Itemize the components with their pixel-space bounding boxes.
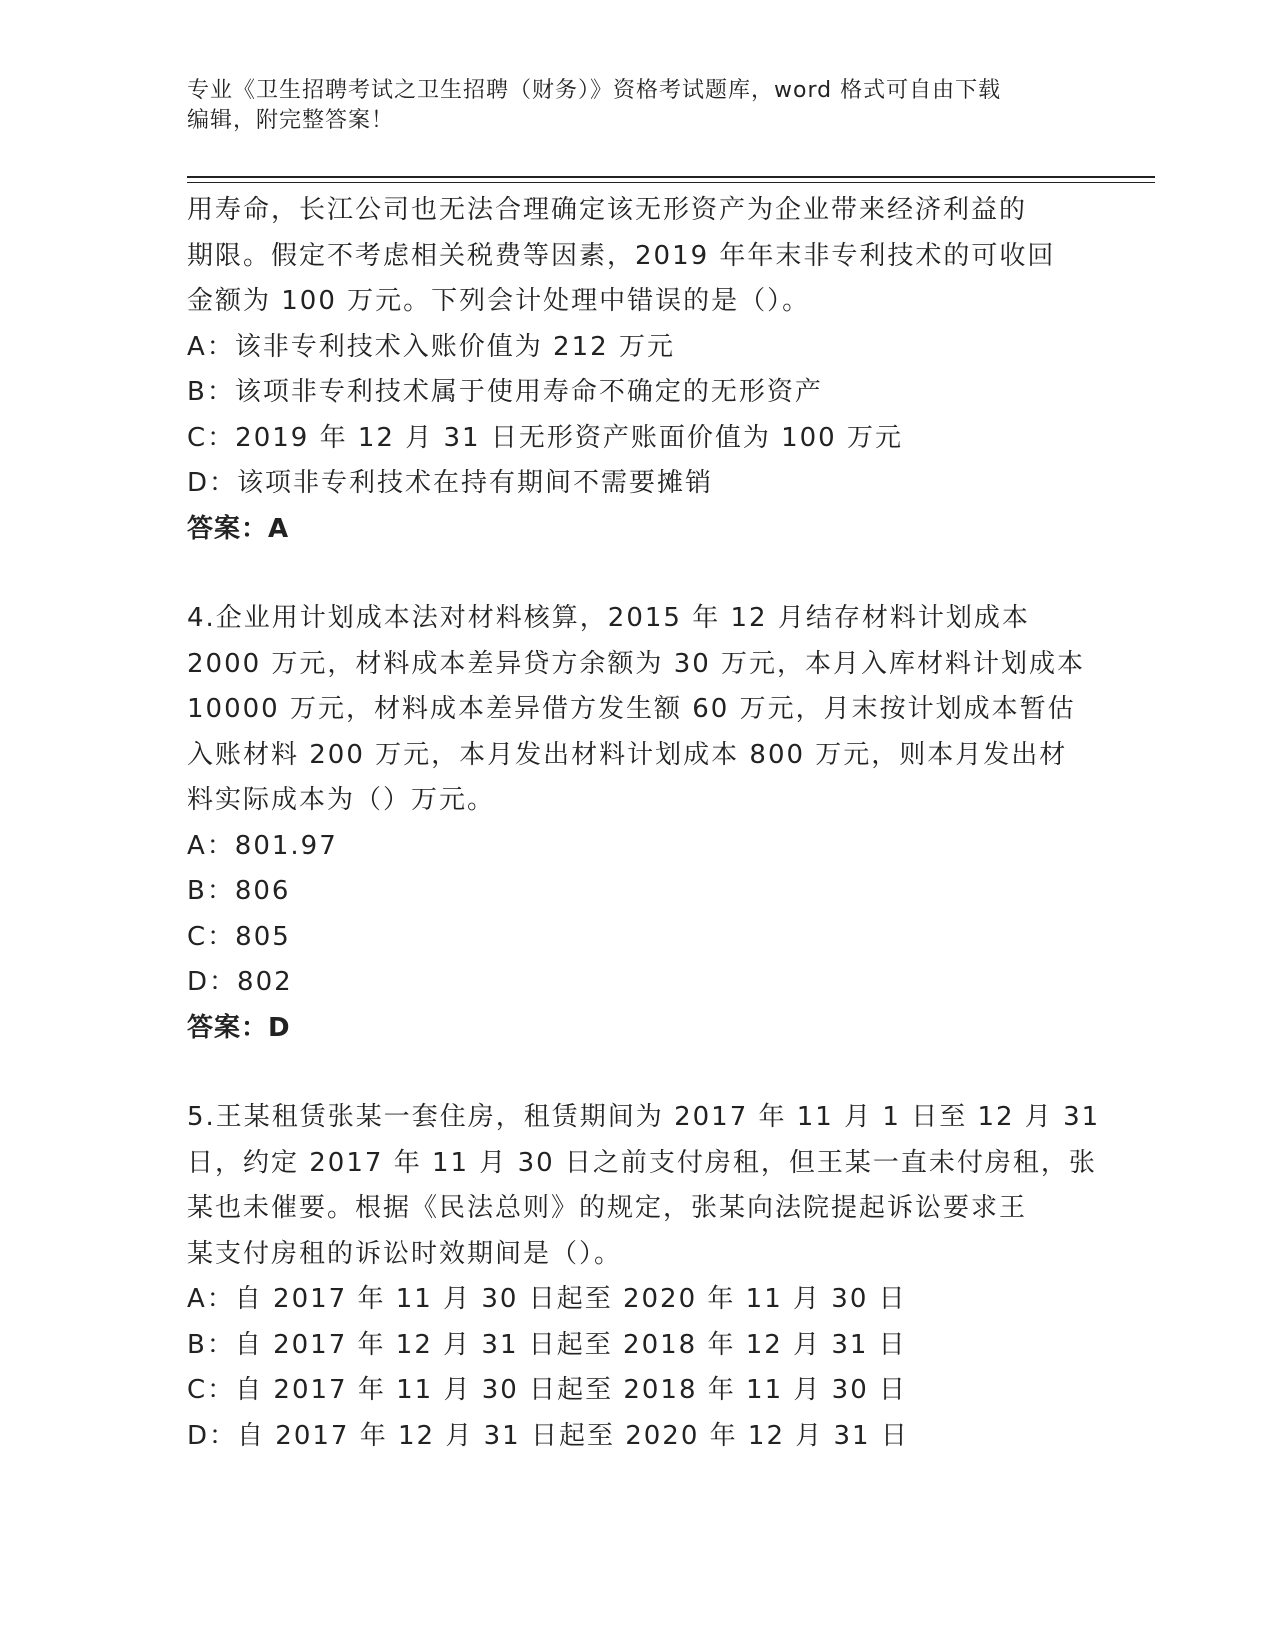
option-a: A：801.97: [187, 830, 338, 861]
option-d: D：自 2017 年 12 月 31 日起至 2020 年 12 月 31 日: [187, 1420, 909, 1451]
header-divider-thick: [187, 176, 1155, 178]
document-body: [187, 188, 1101, 1459]
question-text-line: 2000 万元，材料成本差异贷方余额为 30 万元，本月入库材料计划成本: [187, 648, 1086, 679]
question-text-line: 10000 万元，材料成本差异借方发生额 60 万元，月末按计划成本暂估: [187, 694, 1076, 724]
header-line-2: 编辑，附完整答案！: [187, 108, 395, 133]
question-3: [187, 188, 1092, 552]
question-text-line: 入账材料 200 万元，本月发出材料计划成本 800 万元，则本月发出材: [187, 739, 1068, 770]
question-text-line: 日，约定 2017 年 11 月 30 日之前支付房租，但王某一直未付房租，张: [187, 1147, 1097, 1178]
question-text-line: 某支付房租的诉讼时效期间是（）。: [187, 1238, 623, 1269]
question-text-line: 某也未催要。根据《民法总则》的规定，张某向法院提起诉讼要求王: [187, 1193, 1028, 1223]
question-text-line: 期限。假定不考虑相关税费等因素，2019 年年末非专利技术的可收回: [187, 240, 1056, 271]
question-text-line: 料实际成本为（）万元。: [187, 785, 496, 815]
question-5: [187, 1095, 1101, 1459]
question-4: [187, 596, 1092, 1051]
question-text-line: 5.王某租赁张某一套住房，租赁期间为 2017 年 11 月 1 日至 12 月 31: [187, 1102, 1101, 1132]
option-b: B：806: [187, 876, 291, 906]
document-header: [187, 76, 1067, 136]
option-c: C：2019 年 12 月 31 日无形资产账面价值为 100 万元: [187, 422, 903, 453]
option-c: C：自 2017 年 11 月 30 日起至 2018 年 11 月 30 日: [187, 1375, 908, 1405]
header-line-1: 专业《卫生招聘考试之卫生招聘（财务）》资格考试题库，word 格式可自由下载: [187, 78, 1002, 103]
header-divider-thin: [187, 182, 1155, 183]
option-b: B：自 2017 年 12 月 31 日起至 2018 年 12 月 31 日: [187, 1329, 907, 1360]
option-c: C：805: [187, 921, 291, 952]
option-b: B：该项非专利技术属于使用寿命不确定的无形资产: [187, 377, 823, 407]
option-a: A：自 2017 年 11 月 30 日起至 2020 年 11 月 30 日: [187, 1284, 907, 1314]
question-spacer: [187, 552, 1092, 596]
answer-line: 答案：D: [187, 1012, 291, 1043]
question-text-line: 用寿命，长江公司也无法合理确定该无形资产为企业带来经济利益的: [187, 195, 1028, 225]
option-a: A：该非专利技术入账价值为 212 万元: [187, 331, 675, 362]
question-text-line: 金额为 100 万元。下列会计处理中错误的是（）。: [187, 286, 811, 316]
question-text-line: 4.企业用计划成本法对材料核算，2015 年 12 月结存材料计划成本: [187, 603, 1030, 633]
option-d: D：该项非专利技术在持有期间不需要摊销: [187, 468, 714, 498]
question-spacer: [187, 1051, 1092, 1095]
answer-line: 答案：A: [187, 513, 290, 544]
option-d: D：802: [187, 967, 293, 997]
